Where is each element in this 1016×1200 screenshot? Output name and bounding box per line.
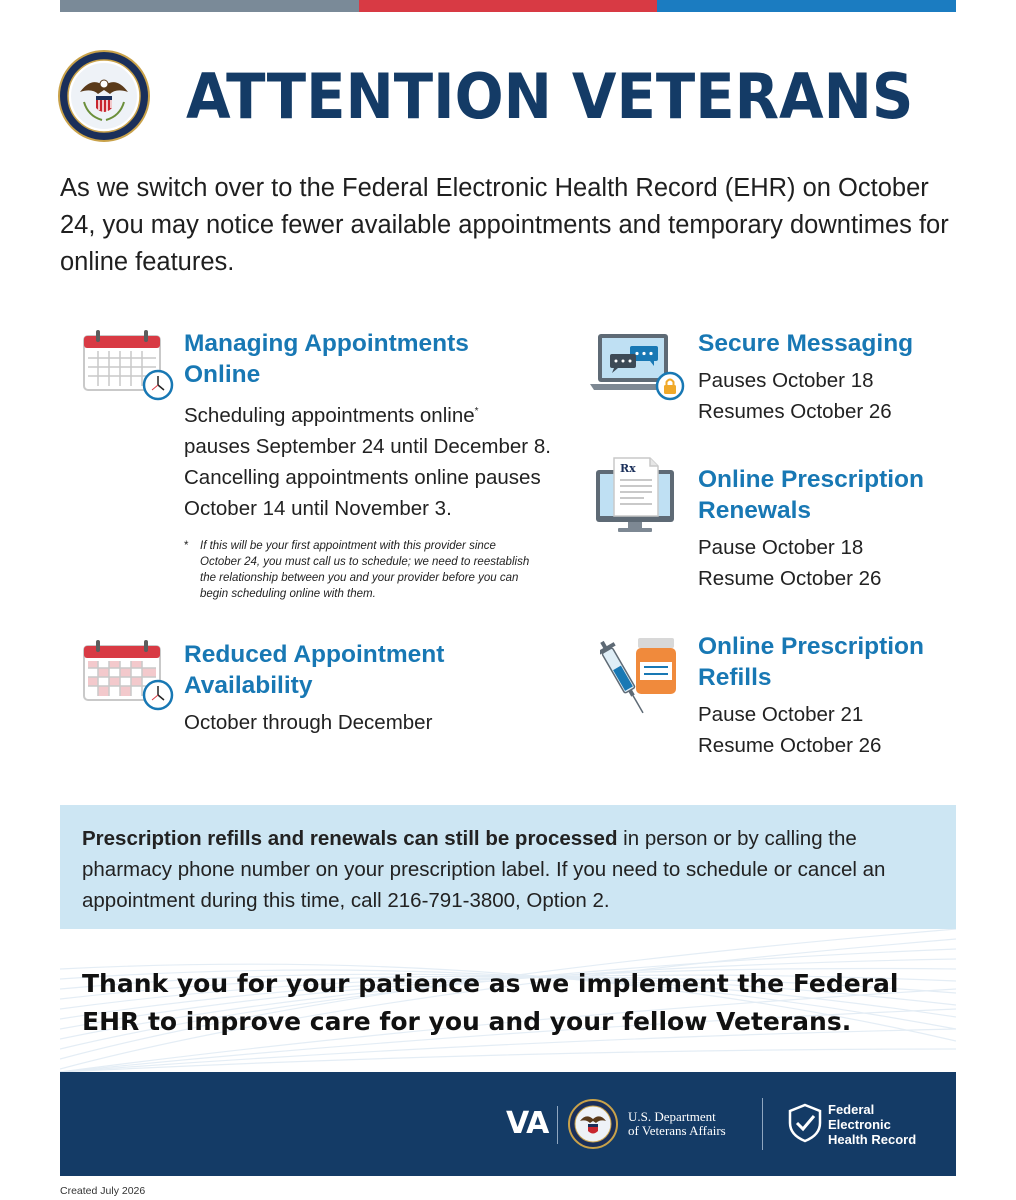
page-title: ATTENTION VETERANS — [186, 60, 914, 133]
laptop-messaging-lock-icon — [590, 332, 690, 402]
managing-appointments-heading — [184, 328, 564, 390]
va-seal-small-icon — [568, 1099, 618, 1149]
ehr-name — [828, 1102, 916, 1147]
body-line: pauses September 24 until December 8. — [184, 434, 551, 458]
body-line: Pauses October 18 — [698, 369, 874, 392]
body-line: Scheduling appointments online — [184, 403, 475, 427]
footer-divider — [557, 1106, 558, 1144]
managing-appointments-body — [184, 396, 564, 524]
dept-name — [628, 1110, 726, 1138]
heading-line: Reduced Appointment — [184, 641, 445, 668]
secure-messaging-section — [698, 328, 968, 427]
heading-line: Online — [184, 361, 261, 388]
thanks-message: Thank you for your patience as we implement the Federal EHR to improve care for you and your fellow Veterans. — [82, 969, 899, 1036]
footnote — [184, 538, 540, 602]
footnote-asterisk: * — [184, 539, 189, 552]
ehr-line: Federal — [828, 1102, 875, 1117]
calendar-clock-icon — [82, 330, 176, 402]
secure-messaging-heading: Secure Messaging — [698, 330, 914, 357]
heading-line: Availability — [184, 672, 313, 699]
body-line: Resume October 26 — [698, 734, 882, 757]
top-bar-red — [359, 0, 658, 12]
heading-line: Managing Appointments — [184, 330, 469, 357]
body-line: October 14 until November 3. — [184, 496, 452, 520]
footer-divider-2 — [762, 1098, 763, 1150]
ehr-line: Health Record — [828, 1132, 917, 1147]
svg-text:Rx: Rx — [620, 462, 636, 475]
footnote-marker: * — [474, 406, 479, 417]
body-line: Resumes October 26 — [698, 400, 892, 423]
heading-line: Online Prescription — [698, 466, 924, 493]
calendar-reduced-clock-icon — [82, 640, 176, 712]
reduced-availability-section — [184, 639, 564, 738]
footnote-text: If this will be your first appointment with this provider since October 24, you must call us to schedule; we need to reestablish the relationship between you and your provider before you can begin scheduling online with them. — [200, 539, 530, 600]
body-line: Cancelling appointments online pauses — [184, 465, 541, 489]
top-color-bar — [60, 0, 956, 12]
ehr-line: Electronic — [828, 1117, 891, 1132]
prescription-refills-section — [698, 631, 968, 761]
dept-line: U.S. Department — [628, 1109, 716, 1124]
heading-line: Refills — [698, 664, 772, 691]
top-bar-blue — [657, 0, 956, 12]
footer-bar — [60, 1072, 956, 1176]
reduced-availability-body: October through December — [184, 711, 433, 734]
heading-line: Renewals — [698, 497, 812, 524]
callout-text: in person or by calling the pharmacy phone number on your prescription label. If you need to schedule or cancel an appointment during this time, call 216-791-3800, Option 2. — [82, 827, 886, 912]
created-date: Created July 2026 — [60, 1185, 146, 1197]
prescription-renewals-section — [698, 464, 968, 594]
prescription-refills-body — [698, 699, 968, 761]
va-seal-icon — [58, 50, 150, 142]
prescription-renewals-body — [698, 532, 968, 594]
reduced-availability-heading — [184, 639, 564, 701]
ehr-shield-icon — [788, 1103, 822, 1143]
body-line: Pause October 21 — [698, 703, 864, 726]
va-logo: VA — [506, 1106, 549, 1141]
dept-line: of Veterans Affairs — [628, 1123, 726, 1138]
body-line: Pause October 18 — [698, 536, 864, 559]
heading-line: Online Prescription — [698, 633, 924, 660]
syringe-pill-bottle-icon — [600, 636, 680, 720]
managing-appointments-section — [184, 328, 564, 602]
prescription-renewals-heading — [698, 464, 968, 526]
secure-messaging-body — [698, 365, 968, 427]
thanks-band — [60, 929, 956, 1072]
top-bar-gray — [60, 0, 359, 12]
body-line: Resume October 26 — [698, 567, 882, 590]
pharmacy-callout — [60, 805, 956, 929]
intro-text: As we switch over to the Federal Electronic Health Record (EHR) on October 24, you may notice fewer available appointments and temporary downtimes for online features. — [60, 174, 949, 276]
prescription-refills-heading — [698, 631, 968, 693]
callout-bold-text: Prescription refills and renewals can still be processed — [82, 827, 618, 850]
monitor-prescription-icon — [594, 456, 678, 534]
